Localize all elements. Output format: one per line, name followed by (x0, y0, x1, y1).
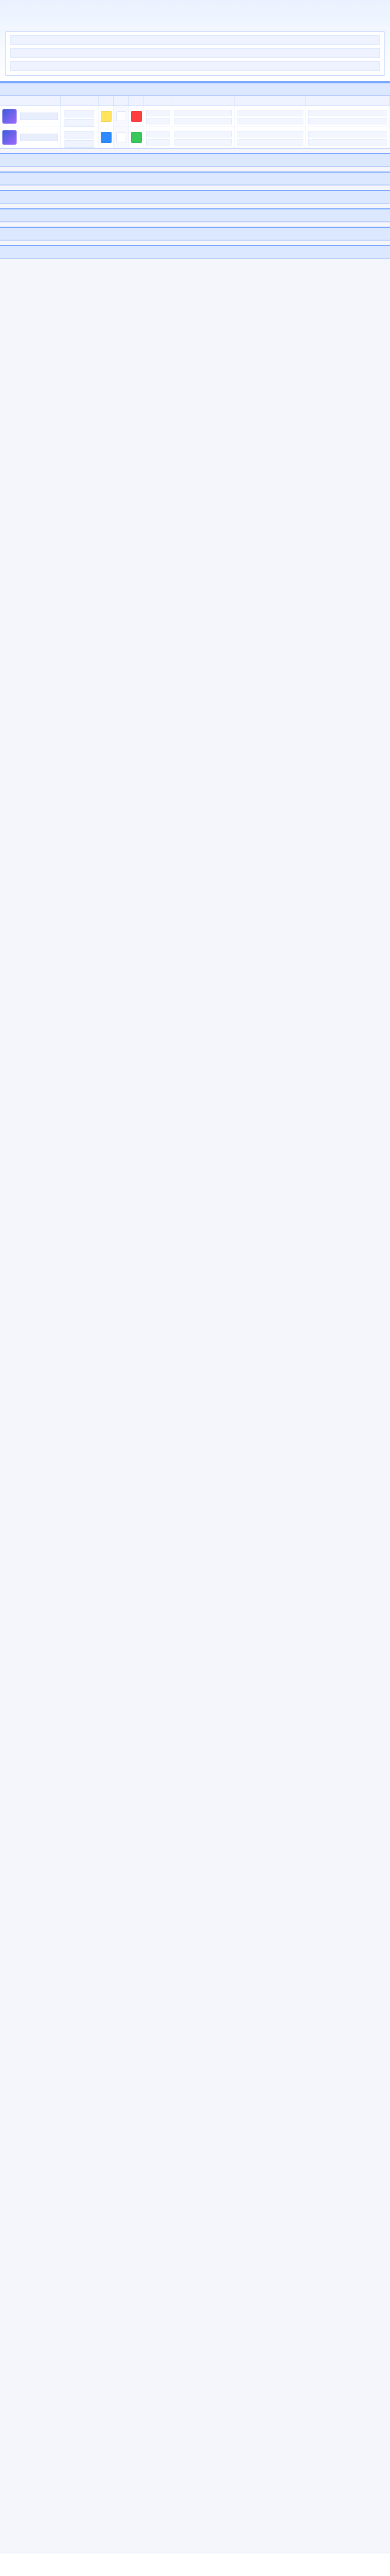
col-6-cell (172, 106, 235, 127)
col-8-cell (306, 106, 390, 127)
cell-line (146, 131, 170, 137)
blue-box (101, 132, 112, 143)
cell-line (174, 118, 232, 124)
color-pill (99, 127, 114, 148)
detail-tag (64, 110, 94, 117)
table-row (0, 127, 390, 148)
table-row (0, 106, 390, 127)
details-cell (61, 106, 99, 127)
character-cell (0, 127, 61, 148)
cell-line (308, 131, 387, 137)
detail-tag (64, 131, 94, 139)
cell-line (237, 139, 303, 146)
section (0, 153, 390, 167)
color-pill (99, 106, 114, 127)
col-7-cell (235, 106, 306, 127)
cell-line (308, 110, 387, 116)
cell-line (237, 118, 303, 124)
tier-label (116, 111, 126, 121)
section (0, 227, 390, 241)
section-title (0, 191, 390, 203)
section-title (0, 209, 390, 222)
footer (0, 2553, 390, 2576)
cell-line (146, 118, 170, 124)
cell-line (146, 110, 170, 116)
col-5-cell (144, 106, 172, 127)
col-4 (129, 96, 144, 106)
col-8 (306, 96, 390, 106)
tier-label (116, 133, 126, 142)
section-title (0, 83, 390, 96)
cell-line (174, 131, 232, 137)
red-box (131, 111, 142, 122)
avatar (2, 109, 17, 124)
col-character (0, 96, 61, 106)
tier-box (114, 127, 129, 148)
col-7-cell (235, 127, 306, 148)
cell-line (308, 118, 387, 124)
character-name (20, 113, 58, 120)
col-1 (61, 96, 99, 106)
notes-panel (5, 31, 385, 76)
section-title (0, 246, 390, 259)
section-title (0, 154, 390, 167)
green-box (131, 132, 142, 143)
col-6 (172, 96, 235, 106)
yellow-box (101, 111, 112, 122)
avatar (2, 130, 17, 145)
col-7 (235, 96, 306, 106)
col-5-cell (144, 127, 172, 148)
section (0, 190, 390, 204)
cell-line (237, 131, 303, 137)
header (0, 0, 390, 82)
character-name (20, 134, 58, 141)
section (0, 172, 390, 186)
color-pill (129, 106, 144, 127)
details-cell (61, 127, 99, 148)
col-2 (99, 96, 114, 106)
tier-box (114, 106, 129, 127)
section (0, 82, 390, 149)
section (0, 245, 390, 259)
note-line (10, 61, 380, 71)
detail-tag (64, 119, 94, 127)
section-title (0, 228, 390, 240)
section (0, 208, 390, 222)
note-line (10, 35, 380, 45)
note-line (10, 48, 380, 58)
table-header (0, 96, 390, 106)
cell-line (308, 139, 387, 146)
character-cell (0, 106, 61, 127)
detail-tag (64, 140, 94, 148)
cell-line (146, 139, 170, 146)
color-pill (129, 127, 144, 148)
col-5 (144, 96, 172, 106)
cell-line (174, 139, 232, 146)
section-title (0, 173, 390, 185)
col-3 (114, 96, 129, 106)
cell-line (174, 110, 232, 116)
cell-line (237, 110, 303, 116)
col-6-cell (172, 127, 235, 148)
col-8-cell (306, 127, 390, 148)
